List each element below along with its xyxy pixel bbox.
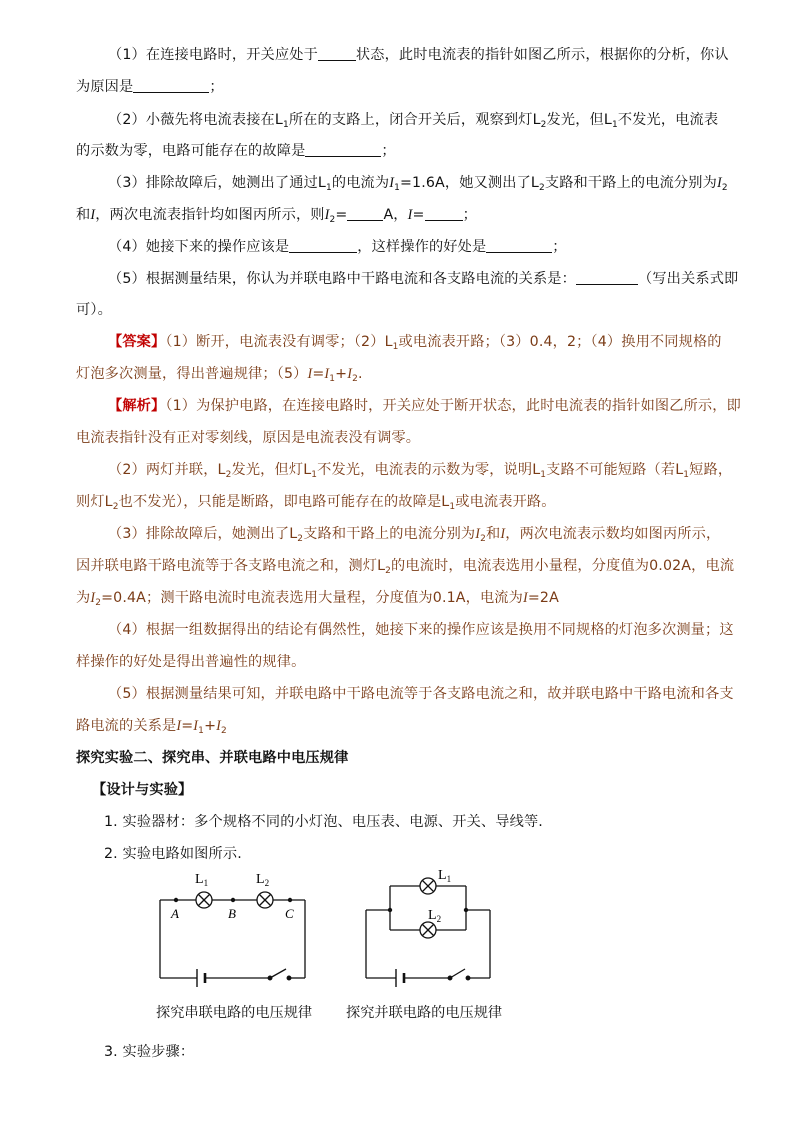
answer-line-1: 【答案】（1）断开，电流表没有调零；$(2)L_1$或电流表开路；（3）0.4，2；（4）换用不同规格的 [108,334,722,352]
answer-blank [425,205,463,221]
point-a-label: A [171,906,179,921]
answer-tag: 【答案】 [108,334,166,350]
item-2: 2. 实验电路如图所示. [104,846,242,862]
analysis-p4-line-1: （4）根据一组数据得出的结论有偶然性，她接下来的操作应该是换用不同规格的灯泡多次测量；这 [108,622,734,638]
lamp-l1-icon [420,878,436,894]
analysis-p4-line-2: 样操作的好处是得出普遍性的规律。 [76,654,306,670]
battery-icon [197,969,205,987]
answer-blank [318,45,356,61]
analysis-tag: 【解析】 [108,398,166,414]
item-1: 1. 实验器材：多个规格不同的小灯泡、电压表、电源、开关、导线等. [104,814,543,830]
analysis-p2-line-1: （2）两灯并联，$L_2$发光，但灯$L_1$不发光，电流表的示数为零，说明$L_1$支路不可能短路（若$L_1$短路， [108,462,733,480]
parallel-caption: 探究并联电路的电压规律 [346,1005,503,1021]
series-lamp2-label: $L_2$ [256,872,270,888]
analysis-p3-line-3: 为$I_2=0.4A$；测干路电流时电流表选用大量程，分度值为0.1A，电流为I=2A [76,590,559,608]
answer-blank [486,237,552,253]
question-3-line-2: 和I，两次电流表指针均如图丙所示，则$I_2= A$，I= ； [76,207,477,225]
question-2-line-2: 的示数为零，电路可能存在的故障是 ； [76,143,396,159]
parallel-circuit-diagram [356,862,501,996]
answer-blank [133,77,209,93]
point-b-label: B [228,906,236,921]
analysis-p1-line-2: 电流表指针没有正对零刻线，原因是电流表没有调零。 [76,430,421,446]
section-heading: 探究实验二、探究串、并联电路中电压规律 [76,750,349,766]
lamp-l1-icon [196,892,212,908]
design-heading: 【设计与实验】 [92,782,193,798]
parallel-lamp2-label: $L_2$ [428,908,442,924]
lamp-l2-icon [257,892,273,908]
analysis-p2-line-2: 则灯$L_2$也不发光），只能是断路，即电路可能存在的故障是$L_1$或电流表开路。 [76,494,556,512]
series-lamp1-label: $L_1$ [195,872,209,888]
parallel-lamp1-label: $L_1$ [438,868,452,884]
item-3: 3. 实验步骤： [104,1044,195,1060]
answer-blank [289,237,357,253]
analysis-p3-line-1: （3）排除故障后，她测出了$L_2$支路和干路上的电流分别为$I_2$和I，两次电流表示数均如图丙所示， [108,526,721,544]
switch-icon [448,969,470,980]
series-caption: 探究串联电路的电压规律 [156,1005,313,1021]
question-4-line-1: （4）她接下来的操作应该是 ，这样操作的好处是 ； [108,239,567,255]
question-3-line-1: （3）排除故障后，她测出了通过$L_1$的电流为$I_1=1.6A$，她又测出了$L_2$支路和干路上的电流分别为$I_2$ [108,175,728,193]
analysis-p5-line-2: 路电流的关系是$I=I_1+I_2$ [76,718,227,736]
switch-icon [268,969,291,980]
series-circuit-diagram [150,866,315,996]
node-b [231,898,235,902]
node-c [288,898,292,902]
question-2-line-1: （2）小薇先将电流表接在$L_1$所在的支路上，闭合开关后，观察到灯$L_2$发光，但$L_1$不发光，电流表 [108,112,719,130]
answer-blank [576,269,638,285]
analysis-p5-line-1: （5）根据测量结果可知，并联电路中干路电流等于各支路电流之和，故并联电路中干路电流和各支 [108,686,734,702]
answer-blank [305,141,381,157]
point-c-label: C [285,906,294,921]
junction-right [464,908,468,912]
analysis-p1-line-1: 【解析】（1）为保护电路，在连接电路时，开关应处于断开状态，此时电流表的指针如图乙所示，即 [108,398,741,414]
answer-blank [347,205,383,221]
battery-icon [396,969,404,987]
question-1-line-2: 为原因是 ； [76,79,224,95]
lamp-l2-icon [420,922,436,938]
question-5-line-1: （5）根据测量结果，你认为并联电路中干路电流和各支路电流的关系是： （写出关系式即 [108,271,739,287]
question-5-line-2: 可）。 [76,302,112,318]
analysis-p3-line-2: 因并联电路干路电流等于各支路电流之和，测灯$L_2$的电流时，电流表选用小量程，分度值为0.02A，电流 [76,558,735,576]
node-a [174,898,178,902]
question-1-line-1: （1）在连接电路时，开关应处于 状态，此时电流表的指针如图乙所示，根据你的分析，你认 [108,47,729,63]
answer-line-2: 灯泡多次测量，得出普遍规律；$(5)I=I_1+I_2$. [76,366,363,384]
junction-left [388,908,392,912]
